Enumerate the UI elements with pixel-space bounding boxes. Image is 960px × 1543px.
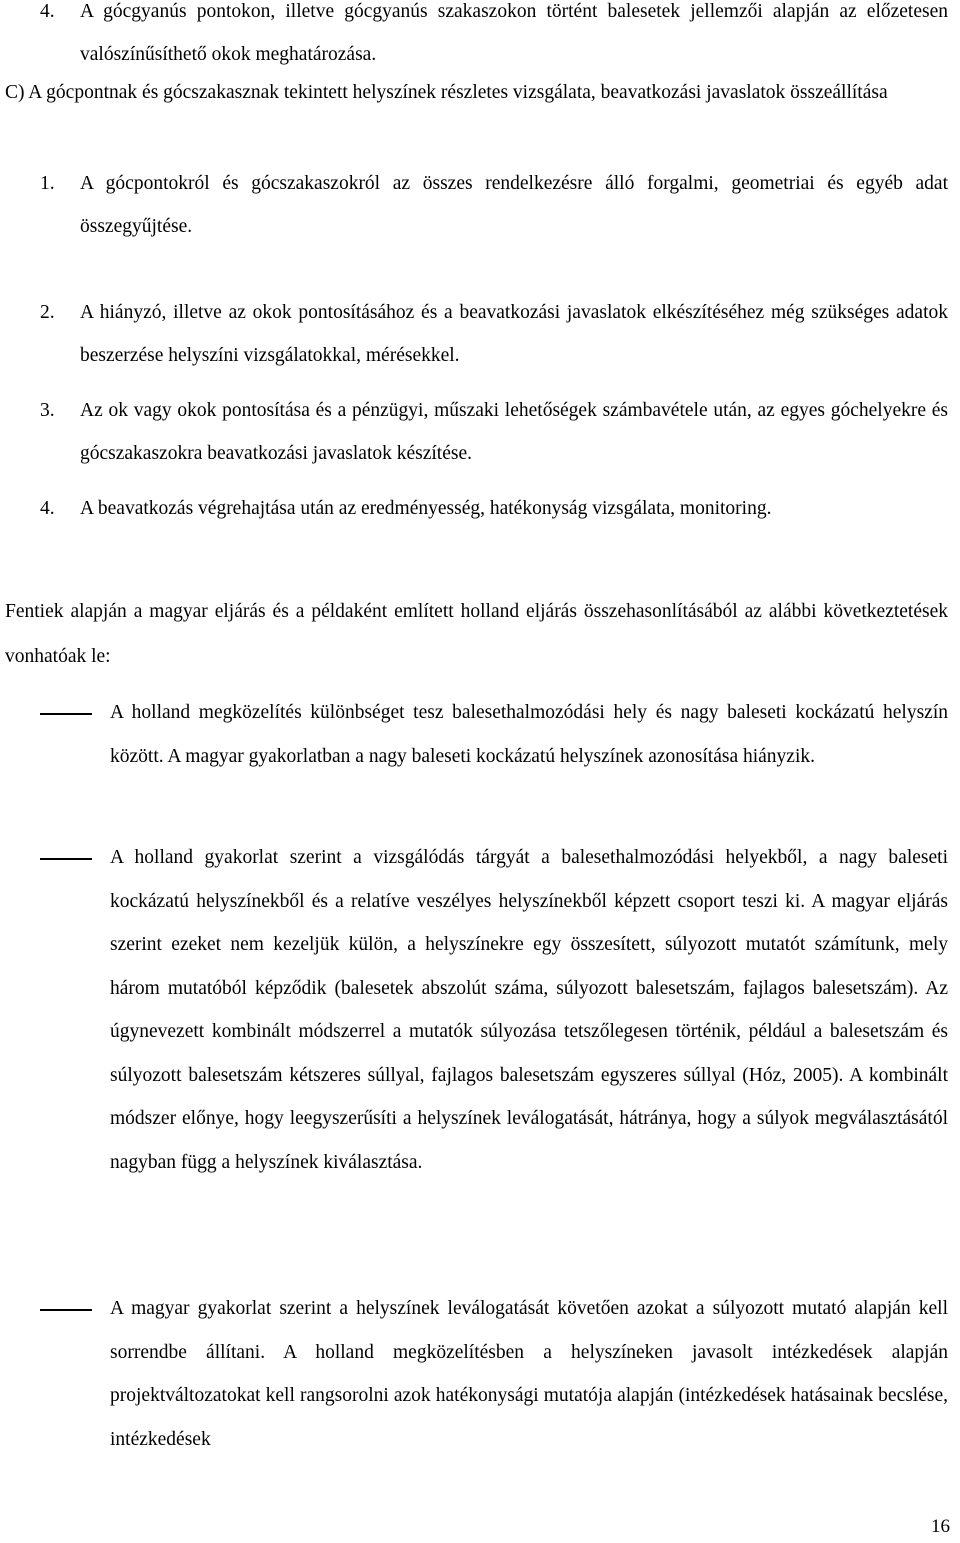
bullet-item-2	[40, 836, 948, 1184]
dash-bullet-icon	[40, 858, 92, 860]
bullet-text: A holland megközelítés különbséget tesz balesethalmozódási hely és nagy baleseti kockázatú helyszín között. A magyar gyakorlatban a nagy baleseti kockázatú helyszínek azonosítása hiányzik.	[110, 702, 948, 767]
item-text: A hiányzó, illetve az okok pontosításához és a beavatkozási javaslatok elkészítéséhez még szükséges adatok beszerzése helyszíni vizsgálatokkal, mérésekkel.	[80, 302, 948, 366]
dash-bullet-icon	[40, 1309, 92, 1311]
section-heading-c: C) A gócpontnak és gócszakasznak tekintett helyszínek részletes vizsgálata, beavatkozási javaslatok összeállítása	[5, 82, 888, 103]
page-number: 16	[931, 1516, 950, 1537]
item-number: 2.	[40, 302, 55, 323]
item-number: 4.	[40, 498, 55, 519]
item-text: A gócgyanús pontokon, illetve gócgyanús szakaszokon történt balesetek jellemzői alapján az előzetesen valószínűsíthető okok meghatározása.	[80, 1, 948, 65]
item-text: Az ok vagy okok pontosítása és a pénzügyi, műszaki lehetőségek számbavétele után, az egyes góchelyekre és gócszakaszokra beavatkozási javaslatok készítése.	[80, 400, 948, 464]
item-text: A gócpontokról és gócszakaszokról az összes rendelkezésre álló forgalmi, geometriai és egyéb adat összegyűjtése.	[80, 173, 948, 237]
bullet-item-1	[40, 691, 948, 778]
item-text: A beavatkozás végrehajtása után az eredményesség, hatékonyság vizsgálata, monitoring.	[80, 498, 772, 519]
bullet-text: A holland gyakorlat szerint a vizsgálódás tárgyát a balesethalmozódási helyekből, a nagy baleseti kockázatú helyszínekből és a relatíve veszélyes helyszínekből képzett csoport teszi ki. A magyar eljárás szerint ezeket nem kezeljük külön, a helyszínekre egy összesített, súlyozott mutatót számítunk, mely három mutatóból képződik (balesetek abszolút száma, súlyozott balesetszám, fajlagos balesetszám). Az úgynevezett kombinált módszerrel a mutatók súlyozása tetszőlegesen történik, például a balesetszám és súlyozott balesetszám kétszeres súllyal, fajlagos balesetszám egyszeres súllyal (Hóz, 2005). A kombinált módszer előnye, hogy leegyszerűsíti a helyszínek leválogatását, hátránya, hogy a súlyok megválasztásától nagyban függ a helyszínek kiválasztása.	[110, 847, 948, 1173]
dash-bullet-icon	[40, 713, 92, 715]
item-number: 3.	[40, 400, 55, 421]
bullet-item-3	[40, 1287, 948, 1461]
intro-paragraph: Fentiek alapján a magyar eljárás és a példaként említett holland eljárás összehasonlításából az alábbi következtetések vonhatóak le:	[5, 601, 948, 667]
item-number: 4.	[40, 1, 55, 22]
bullet-text: A magyar gyakorlat szerint a helyszínek leválogatását követően azokat a súlyozott mutató alapján kell sorrendbe állítani. A holland megközelítésben a helyszíneken javasolt intézkedések alapján projektváltozatokat kell rangsorolni azok hatékonysági mutatója alapján (intézkedések hatásainak becslése, intézkedések	[110, 1298, 948, 1450]
item-number: 1.	[40, 173, 55, 194]
